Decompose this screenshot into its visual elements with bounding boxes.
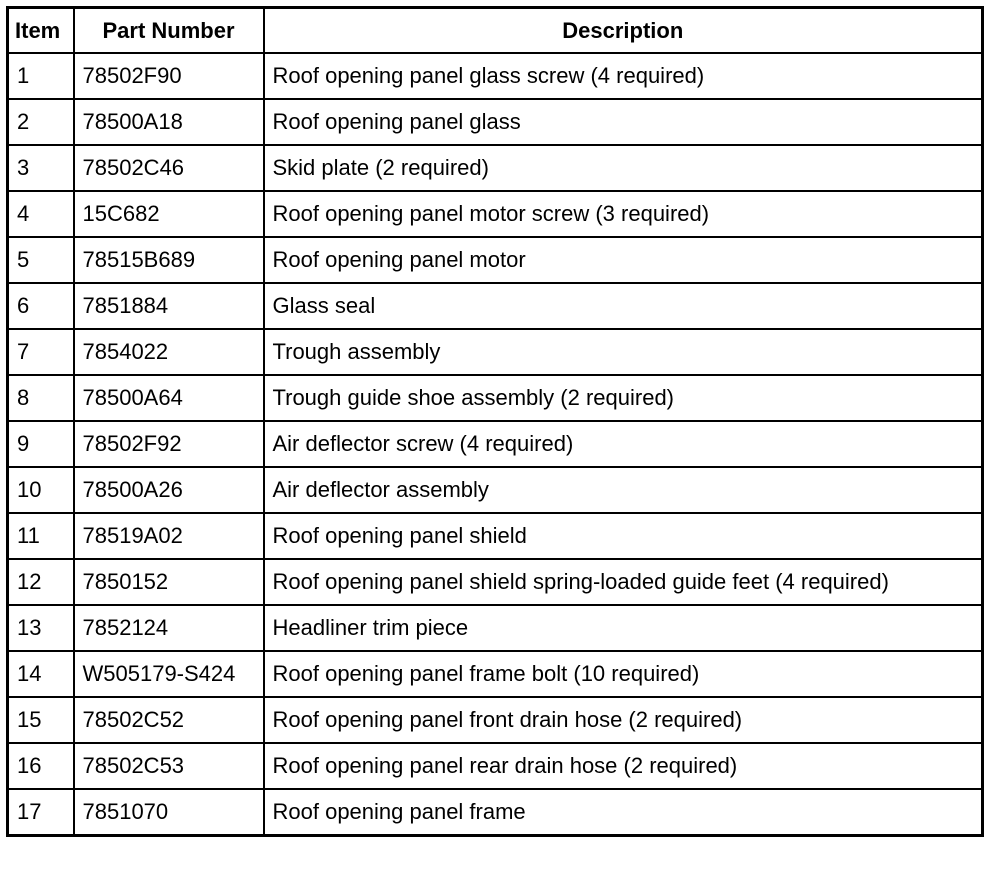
cell-item: 15 bbox=[8, 697, 74, 743]
table-row bbox=[8, 697, 983, 743]
table-row bbox=[8, 651, 983, 697]
cell-item: 4 bbox=[8, 191, 74, 237]
cell-part-number: 78519A02 bbox=[74, 513, 264, 559]
cell-item: 7 bbox=[8, 329, 74, 375]
cell-part-number: 78500A18 bbox=[74, 99, 264, 145]
table-row bbox=[8, 99, 983, 145]
table-header bbox=[8, 8, 983, 54]
cell-description: Skid plate (2 required) bbox=[264, 145, 983, 191]
parts-table bbox=[6, 6, 984, 837]
header-row bbox=[8, 8, 983, 54]
cell-item: 1 bbox=[8, 53, 74, 99]
cell-item: 12 bbox=[8, 559, 74, 605]
cell-item: 10 bbox=[8, 467, 74, 513]
table-row bbox=[8, 283, 983, 329]
cell-item: 5 bbox=[8, 237, 74, 283]
column-header-part-number: Part Number bbox=[74, 8, 264, 54]
cell-part-number: 78502C53 bbox=[74, 743, 264, 789]
cell-description: Roof opening panel frame bbox=[264, 789, 983, 836]
cell-description: Roof opening panel motor screw (3 required) bbox=[264, 191, 983, 237]
cell-description: Headliner trim piece bbox=[264, 605, 983, 651]
cell-description: Roof opening panel shield bbox=[264, 513, 983, 559]
cell-description: Air deflector assembly bbox=[264, 467, 983, 513]
table-row bbox=[8, 237, 983, 283]
cell-part-number: 78502C46 bbox=[74, 145, 264, 191]
cell-description: Roof opening panel glass screw (4 required) bbox=[264, 53, 983, 99]
cell-description: Air deflector screw (4 required) bbox=[264, 421, 983, 467]
column-header-item: Item bbox=[8, 8, 74, 54]
cell-part-number: 7851070 bbox=[74, 789, 264, 836]
cell-part-number: 78502F90 bbox=[74, 53, 264, 99]
table-row bbox=[8, 467, 983, 513]
table-row bbox=[8, 145, 983, 191]
cell-part-number: 7851884 bbox=[74, 283, 264, 329]
cell-description: Roof opening panel front drain hose (2 required) bbox=[264, 697, 983, 743]
table-row bbox=[8, 513, 983, 559]
table-row bbox=[8, 421, 983, 467]
cell-part-number: 78502C52 bbox=[74, 697, 264, 743]
cell-item: 13 bbox=[8, 605, 74, 651]
cell-part-number: 15C682 bbox=[74, 191, 264, 237]
cell-part-number: 7852124 bbox=[74, 605, 264, 651]
cell-item: 17 bbox=[8, 789, 74, 836]
cell-part-number: 78500A64 bbox=[74, 375, 264, 421]
table-row bbox=[8, 559, 983, 605]
cell-part-number: 78500A26 bbox=[74, 467, 264, 513]
cell-description: Trough guide shoe assembly (2 required) bbox=[264, 375, 983, 421]
cell-item: 3 bbox=[8, 145, 74, 191]
cell-description: Roof opening panel shield spring-loaded guide feet (4 required) bbox=[264, 559, 983, 605]
cell-description: Roof opening panel motor bbox=[264, 237, 983, 283]
cell-item: 14 bbox=[8, 651, 74, 697]
table-row bbox=[8, 329, 983, 375]
table-row bbox=[8, 789, 983, 836]
cell-description: Roof opening panel frame bolt (10 required) bbox=[264, 651, 983, 697]
table-row bbox=[8, 743, 983, 789]
table-row bbox=[8, 375, 983, 421]
cell-part-number: W505179-S424 bbox=[74, 651, 264, 697]
cell-item: 8 bbox=[8, 375, 74, 421]
cell-item: 9 bbox=[8, 421, 74, 467]
cell-description: Roof opening panel glass bbox=[264, 99, 983, 145]
cell-part-number: 78502F92 bbox=[74, 421, 264, 467]
cell-part-number: 7854022 bbox=[74, 329, 264, 375]
cell-item: 16 bbox=[8, 743, 74, 789]
table-row bbox=[8, 53, 983, 99]
column-header-description: Description bbox=[264, 8, 983, 54]
cell-item: 6 bbox=[8, 283, 74, 329]
cell-description: Trough assembly bbox=[264, 329, 983, 375]
cell-part-number: 7850152 bbox=[74, 559, 264, 605]
table-row bbox=[8, 605, 983, 651]
cell-part-number: 78515B689 bbox=[74, 237, 264, 283]
cell-description: Roof opening panel rear drain hose (2 required) bbox=[264, 743, 983, 789]
table-body bbox=[8, 53, 983, 836]
cell-item: 2 bbox=[8, 99, 74, 145]
cell-description: Glass seal bbox=[264, 283, 983, 329]
table-row bbox=[8, 191, 983, 237]
cell-item: 11 bbox=[8, 513, 74, 559]
